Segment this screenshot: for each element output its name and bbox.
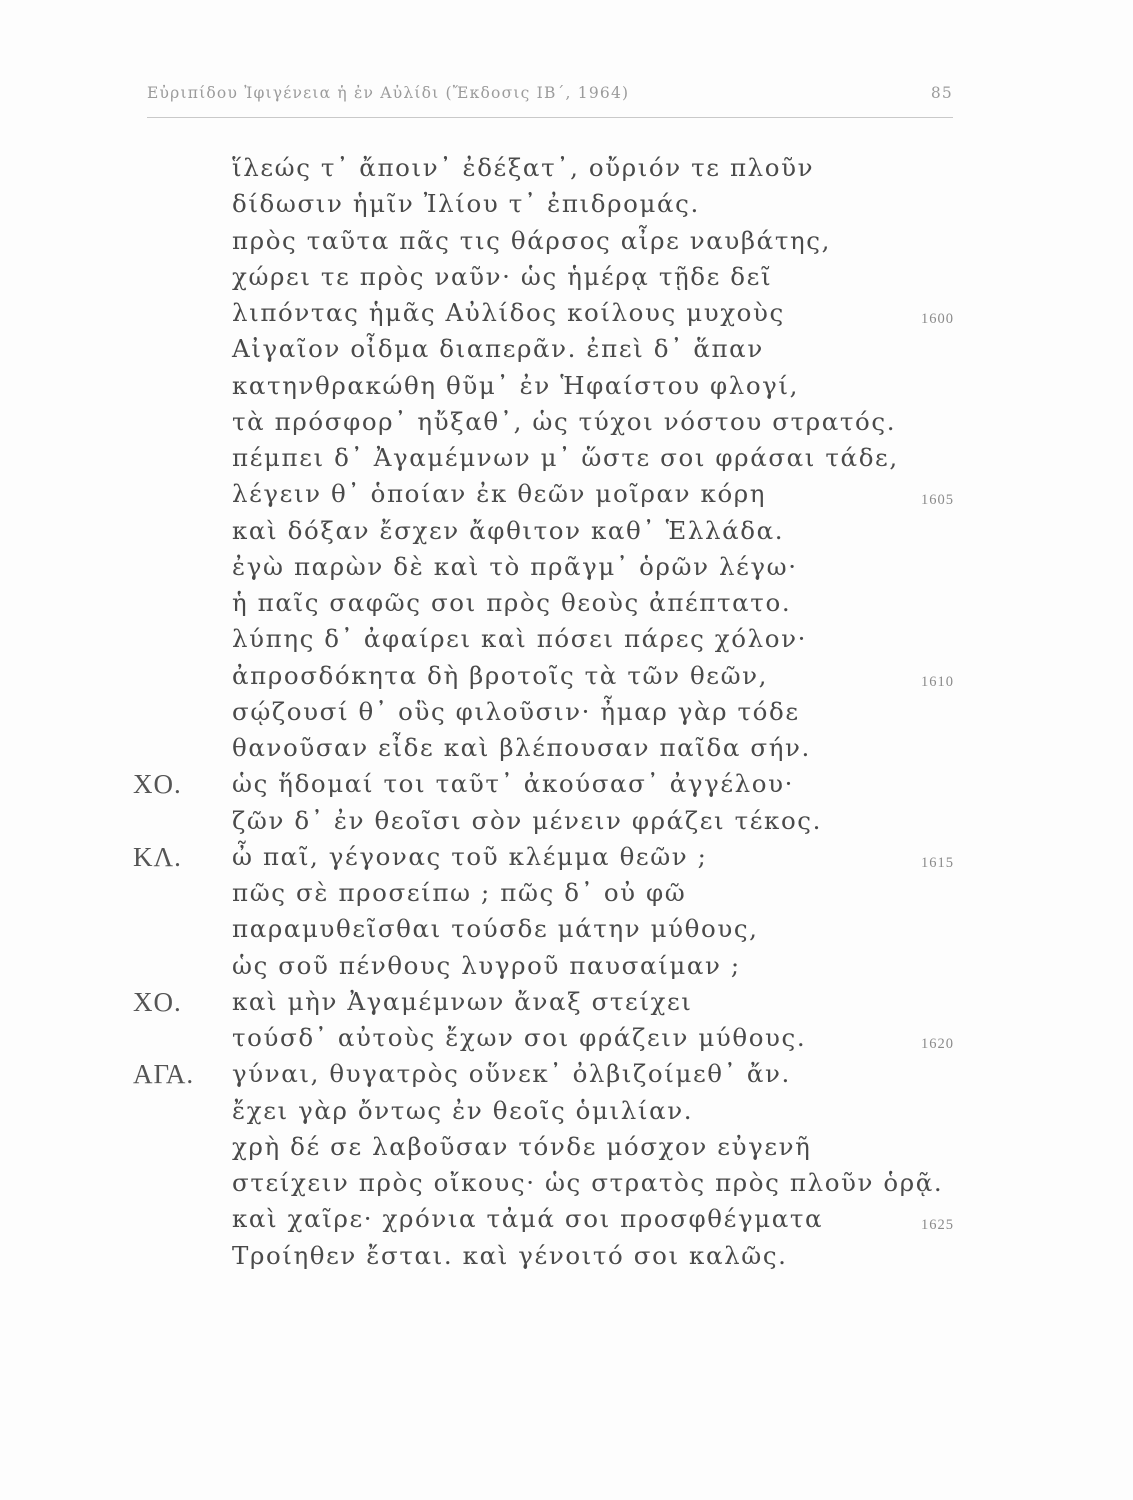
verse-text: παραμυθεῖσθαι τούσδε μάτην μύθους,	[232, 914, 759, 944]
verse-line	[0, 1020, 1133, 1056]
verse-text: ὦ παῖ, γέγονας τοῦ κλέμμα θεῶν ;	[232, 841, 708, 871]
verse-line	[0, 1093, 1133, 1129]
running-title: Εὐριπίδου Ἰφιγένεια ἡ ἐν Αὐλίδι (Ἔκδοσις ΙΒ΄, 1964)	[147, 84, 630, 102]
running-header	[147, 84, 953, 112]
verse-text: πρὸς ταῦτα πᾶς τις θάρσος αἶρε ναυβάτης,	[232, 225, 831, 255]
line-number: 1600	[921, 311, 954, 327]
verse-line	[0, 948, 1133, 984]
verse-line	[0, 984, 1133, 1020]
verse-text: καὶ δόξαν ἔσχεν ἄφθιτον καθ᾽ Ἑλλάδα.	[232, 515, 785, 545]
verse-line	[0, 875, 1133, 911]
verse-text: ἡ παῖς σαφῶς σοι πρὸς θεοὺς ἀπέπτατο.	[232, 588, 792, 617]
verse-text: ἀπροσδόκητα δὴ βροτοῖς τὰ τῶν θεῶν,	[232, 660, 769, 690]
verse-text: ἵλεώς τ᾽ ἄποιν᾽ ἐδέξατ᾽, οὔριόν τε πλοῦν	[232, 153, 815, 182]
verse-text: ζῶν δ᾽ ἐν θεοῖσι σὸν μένειν φράζει τέκος.	[232, 805, 823, 835]
verse-text: τούσδ᾽ αὐτοὺς ἔχων σοι φράζειν μύθους.	[232, 1023, 807, 1052]
verse-line	[0, 1238, 1133, 1274]
speaker-label: ΧΟ.	[133, 986, 182, 1017]
verse-text: πῶς σὲ προσείπω ; πῶς δ᾽ οὐ φῶ	[232, 878, 687, 907]
line-number: 1625	[921, 1217, 954, 1234]
verse-text: καὶ μὴν Ἀγαμέμνων ἄναξ στείχει	[232, 986, 693, 1016]
verse-text: Τροίηθεν ἔσται. καὶ γένοιτό σοι καλῶς.	[232, 1240, 788, 1270]
verse-line	[0, 1129, 1133, 1165]
verse-block	[0, 150, 1133, 1274]
speaker-label: ΑΓΑ.	[133, 1059, 195, 1090]
verse-text: σῴζουσί θ᾽ οὓς φιλοῦσιν· ἦμαρ γὰρ τόδε	[232, 696, 800, 726]
verse-text: γύναι, θυγατρὸς οὕνεκ᾽ ὀλβιζοίμεθ᾽ ἄν.	[232, 1059, 791, 1089]
verse-text: λέγειν θ᾽ ὁποίαν ἐκ θεῶν μοῖραν κόρη	[232, 479, 767, 509]
verse-line	[0, 766, 1133, 802]
verse-line	[0, 694, 1133, 730]
verse-line	[0, 440, 1133, 476]
verse-text: στείχειν πρὸς οἴκους· ὡς στρατὸς πρὸς πλοῦν ὁρᾷ.	[232, 1168, 944, 1197]
page-number: 85	[930, 84, 953, 102]
verse-text: ἔχει γὰρ ὄντως ἐν θεοῖς ὁμιλίαν.	[232, 1095, 694, 1125]
verse-text: λύπης δ᾽ ἀφαίρει καὶ πόσει πάρες χόλον·	[232, 624, 807, 654]
verse-line	[0, 295, 1133, 331]
verse-line	[0, 911, 1133, 947]
verse-text: καὶ χαῖρε· χρόνια τἀμά σοι προσφθέγματα	[232, 1204, 824, 1234]
verse-text: ἐγὼ παρὼν δὲ καὶ τὸ πρᾶγμ᾽ ὁρῶν λέγω·	[232, 551, 798, 581]
verse-line	[0, 150, 1133, 186]
verse-line	[0, 186, 1133, 222]
verse-line	[0, 730, 1133, 766]
verse-line	[0, 404, 1133, 440]
verse-line	[0, 803, 1133, 839]
verse-text: Αἰγαῖον οἶδμα διαπερᾶν. ἐπεὶ δ᾽ ἅπαν	[232, 334, 764, 364]
verse-line	[0, 549, 1133, 585]
verse-line	[0, 259, 1133, 295]
line-number: 1610	[921, 673, 954, 690]
speaker-label: ΧΟ.	[133, 769, 182, 800]
verse-line	[0, 1056, 1133, 1092]
verse-text: τὰ πρόσφορ᾽ ηὔξαθ᾽, ὡς τύχοι νόστου στρατός.	[232, 406, 897, 436]
line-number: 1605	[921, 492, 954, 509]
verse-text: χώρει τε πρὸς ναῦν· ὡς ἡμέρᾳ τῇδε δεῖ	[232, 261, 773, 291]
verse-line	[0, 1165, 1133, 1201]
verse-line	[0, 839, 1133, 875]
line-number: 1620	[921, 1036, 954, 1052]
line-number: 1615	[921, 854, 954, 871]
verse-text: ὡς ἥδομαί τοι ταῦτ᾽ ἀκούσασ᾽ ἀγγέλου·	[232, 769, 795, 799]
verse-text: πέμπει δ᾽ Ἀγαμέμνων μ᾽ ὥστε σοι φράσαι τάδε,	[232, 443, 899, 472]
header-rule	[147, 117, 953, 118]
verse-text: λιπόντας ἡμᾶς Αὐλίδος κοίλους μυχοὺς	[232, 298, 785, 327]
verse-line	[0, 368, 1133, 404]
verse-line	[0, 513, 1133, 549]
verse-line	[0, 621, 1133, 657]
speaker-label: ΚΛ.	[133, 841, 182, 872]
verse-text: δίδωσιν ἡμῖν Ἰλίου τ᾽ ἐπιδρομάς.	[232, 189, 700, 219]
verse-text: θανοῦσαν εἶδε καὶ βλέπουσαν παῖδα σήν.	[232, 733, 811, 762]
verse-line	[0, 1201, 1133, 1237]
verse-line	[0, 585, 1133, 621]
verse-line	[0, 476, 1133, 512]
verse-text: κατηνθρακώθη θῦμ᾽ ἐν Ἡφαίστου φλογί,	[232, 370, 800, 400]
verse-line	[0, 658, 1133, 694]
verse-text: ὡς σοῦ πένθους λυγροῦ παυσαίμαν ;	[232, 950, 741, 980]
verse-line	[0, 223, 1133, 259]
verse-text: χρὴ δέ σε λαβοῦσαν τόνδε μόσχον εὐγενῆ	[232, 1131, 812, 1161]
verse-line	[0, 331, 1133, 367]
